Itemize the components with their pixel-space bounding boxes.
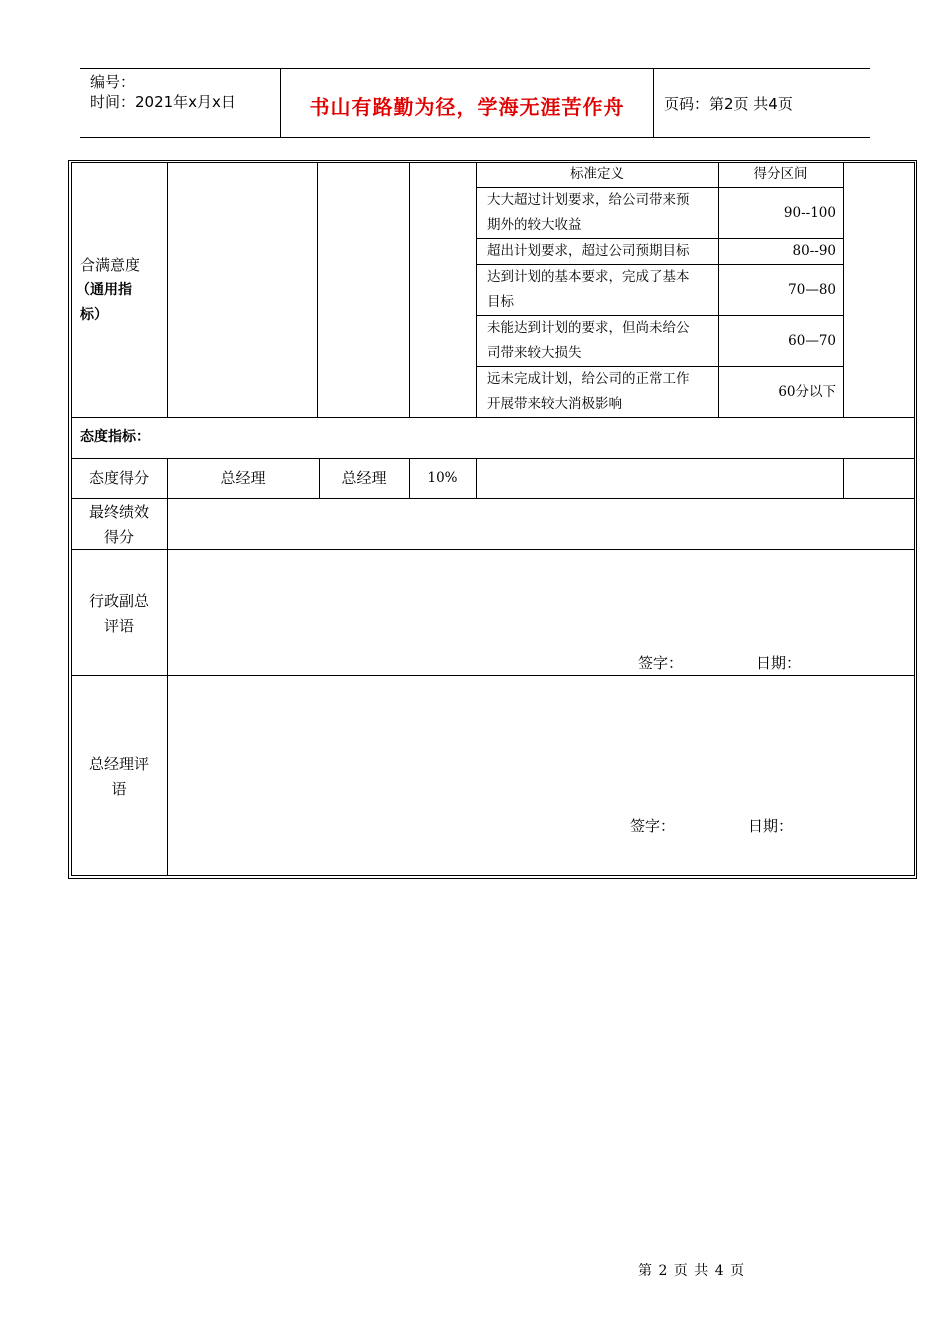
attitude-score-label: 态度得分 <box>88 469 149 487</box>
divider <box>71 549 915 550</box>
date-line: 时间：2021年x月x日 <box>90 93 236 111</box>
criteria-def: 超出计划要求，超过公司预期目标 <box>487 243 690 259</box>
criteria-def: 目标 <box>487 294 514 310</box>
criteria-def: 远未完成计划，给公司的正常工作 <box>487 371 690 387</box>
criteria-def: 司带来较大损失 <box>487 345 582 361</box>
attitude-evaluator: 总经理 <box>220 469 266 487</box>
final-score-label-2: 得分 <box>103 528 134 546</box>
divider <box>167 498 168 876</box>
page-footer: 第 2 页 共 4 页 <box>638 1263 746 1279</box>
divider <box>476 458 477 498</box>
score-range: 90--100 <box>783 205 836 221</box>
criteria-header: 标准定义 <box>570 166 624 182</box>
divider <box>71 498 915 499</box>
divider <box>167 162 168 417</box>
divider <box>843 162 844 417</box>
gm-sign-label: 签字： <box>630 817 676 835</box>
score-range: 60—70 <box>788 333 836 349</box>
gm-comment-label-2: 语 <box>111 780 127 798</box>
criteria-def: 期外的较大收益 <box>487 217 582 233</box>
criteria-def: 达到计划的基本要求，完成了基本 <box>487 269 690 285</box>
gm-comment-label-1: 总经理评 <box>88 755 149 773</box>
divider <box>71 417 915 418</box>
score-range: 70—80 <box>788 282 836 298</box>
divider <box>71 458 915 459</box>
satisfaction-sub-label-2: 标） <box>80 307 108 323</box>
satisfaction-sub-label-1: （通用指 <box>76 282 132 298</box>
attitude-approver: 总经理 <box>341 469 387 487</box>
admin-comment-label-1: 行政副总 <box>88 592 149 610</box>
divider <box>476 162 477 417</box>
score-range: 60分以下 <box>778 384 836 400</box>
admin-date-label: 日期： <box>756 654 802 672</box>
criteria-def: 开展带来较大消极影响 <box>487 396 622 412</box>
final-score-label-1: 最终绩效 <box>88 503 149 521</box>
criteria-def: 未能达到计划的要求，但尚未给公 <box>487 320 690 336</box>
score-range: 80--90 <box>792 243 836 259</box>
admin-comment-label-2: 评语 <box>103 617 134 635</box>
criteria-def: 大大超过计划要求，给公司带来预 <box>487 192 690 208</box>
page-info: 页码：第2页 共4页 <box>664 95 793 113</box>
number-label: 编号： <box>90 73 136 91</box>
gm-date-label: 日期： <box>748 817 794 835</box>
divider <box>843 458 844 498</box>
divider <box>409 162 410 417</box>
attitude-section-title: 态度指标： <box>80 429 150 445</box>
satisfaction-label: 合满意度 <box>80 256 141 274</box>
admin-sign-label: 签字： <box>638 654 684 672</box>
range-header: 得分区间 <box>753 166 808 182</box>
attitude-weight: 10% <box>427 470 458 486</box>
divider <box>317 162 318 417</box>
motto-text: 书山有路勤为径，学海无涯苦作舟 <box>309 95 625 119</box>
